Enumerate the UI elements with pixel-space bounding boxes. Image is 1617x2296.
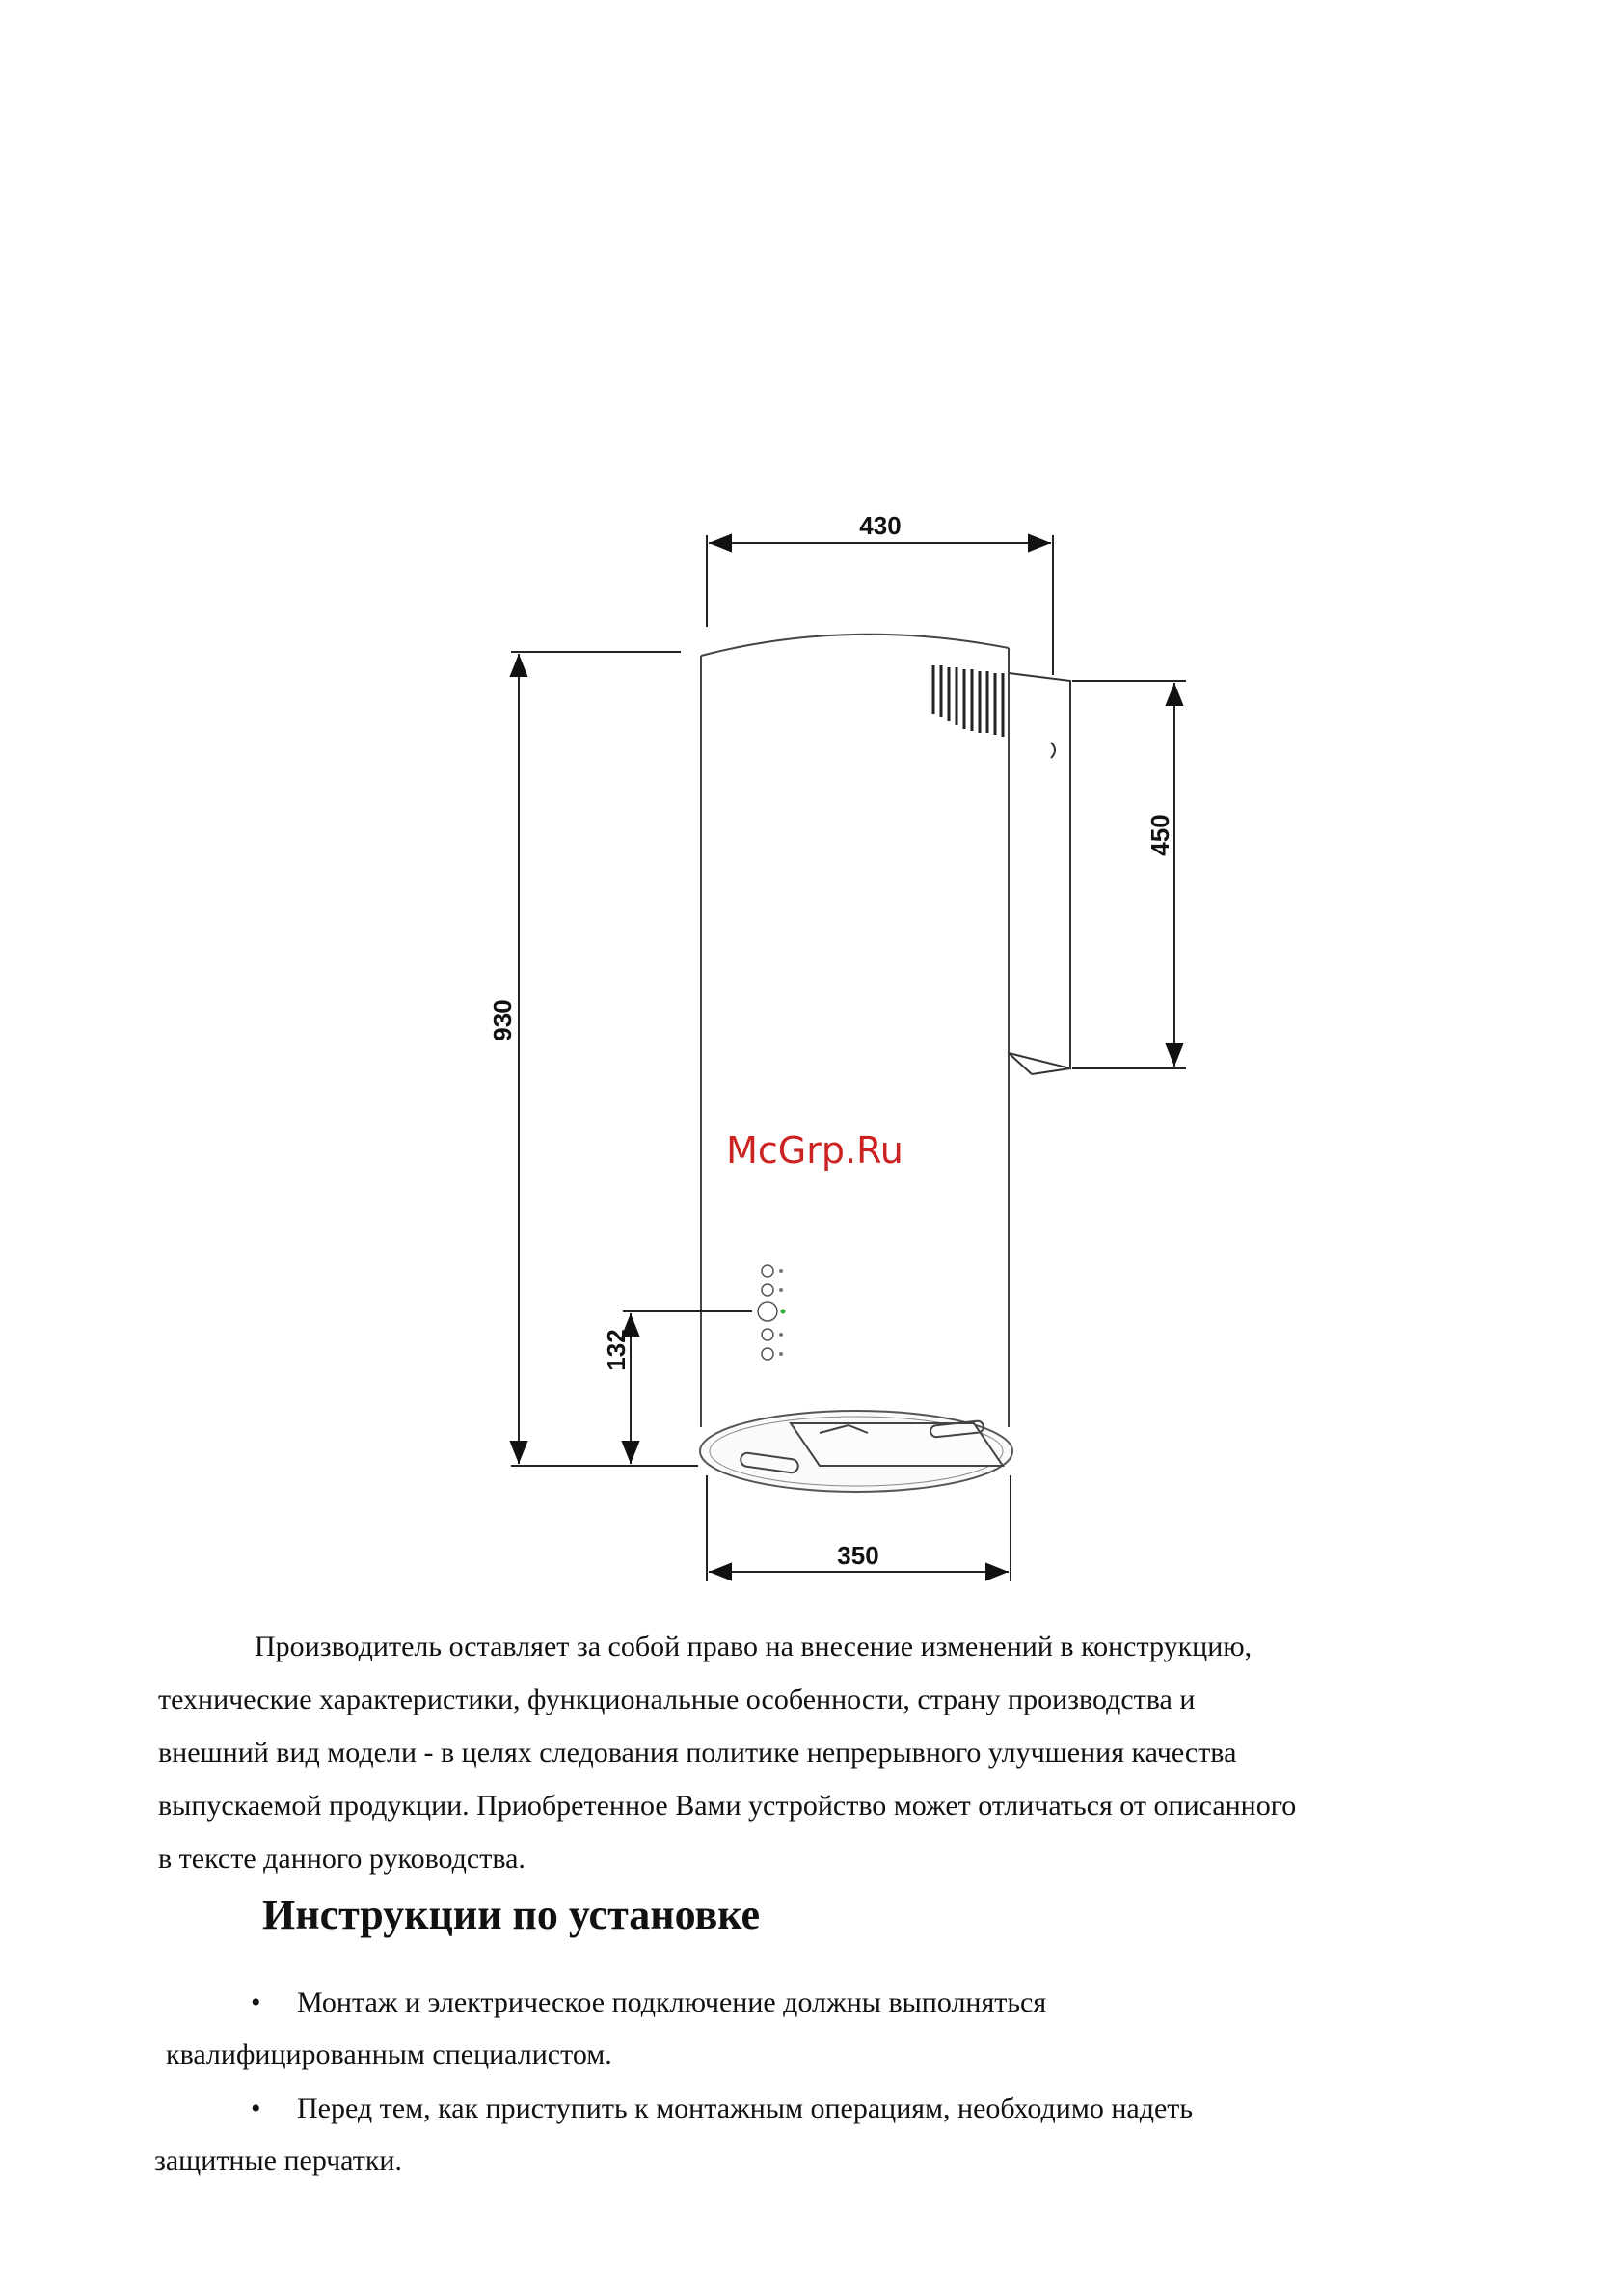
dimension-side-height (1072, 681, 1186, 1068)
notice-line-1: Производитель оставляет за собой право на внесение изменений в конструкцию, (255, 1631, 1253, 1662)
control-button-power (758, 1302, 777, 1321)
notice-line-2: технические характеристики, функциональные особенности, страну производства и (158, 1684, 1196, 1715)
instruction-item-1-text: Монтаж и электрическое подключение должны выполняться (297, 1986, 1047, 2018)
bullet-icon: • (251, 1986, 261, 2018)
dimension-top-width (707, 535, 1053, 675)
control-button-4 (762, 1348, 773, 1360)
control-panel (758, 1265, 786, 1360)
dimension-control-height-label: 132 (602, 1329, 631, 1371)
dimension-total-height-label: 930 (488, 999, 517, 1041)
bullet-icon: • (251, 2093, 261, 2124)
vent-grille (933, 665, 1003, 737)
instruction-item-1 (154, 1977, 1427, 2081)
watermark-text: McGrp.Ru (726, 1129, 903, 1172)
instruction-item-2-continuation: защитные перчатки. (154, 2145, 402, 2176)
notice-line-3: внешний вид модели - в целях следования политике непрерывного улучшения качества (158, 1737, 1237, 1769)
notice-line-5: в тексте данного руководства. (158, 1843, 526, 1875)
hood-body (700, 635, 1012, 1492)
instruction-item-1-continuation: квалифицированным специалистом. (166, 2039, 612, 2070)
control-button-3 (762, 1329, 773, 1340)
dimension-top-width-label: 430 (859, 511, 902, 540)
instruction-item-2-text: Перед тем, как приступить к монтажным операциям, необходимо надеть (297, 2093, 1194, 2124)
dimension-side-height-label: 450 (1145, 814, 1174, 856)
instruction-item-1-first-line (154, 1977, 1427, 2029)
control-button-1 (762, 1265, 773, 1277)
instruction-item-2-first-line (154, 2083, 1427, 2135)
section-title: Инструкции по установке (262, 1891, 761, 1938)
notice-line-4: выпускаемой продукции. Приобретенное Вами устройство может отличаться от описанного (158, 1790, 1297, 1822)
control-button-2 (762, 1284, 773, 1296)
dimension-bottom-width-label: 350 (837, 1541, 879, 1570)
instruction-item-2 (154, 2083, 1427, 2187)
manufacturer-notice (158, 1620, 1450, 1885)
exhaust-bracket (1009, 673, 1070, 1074)
